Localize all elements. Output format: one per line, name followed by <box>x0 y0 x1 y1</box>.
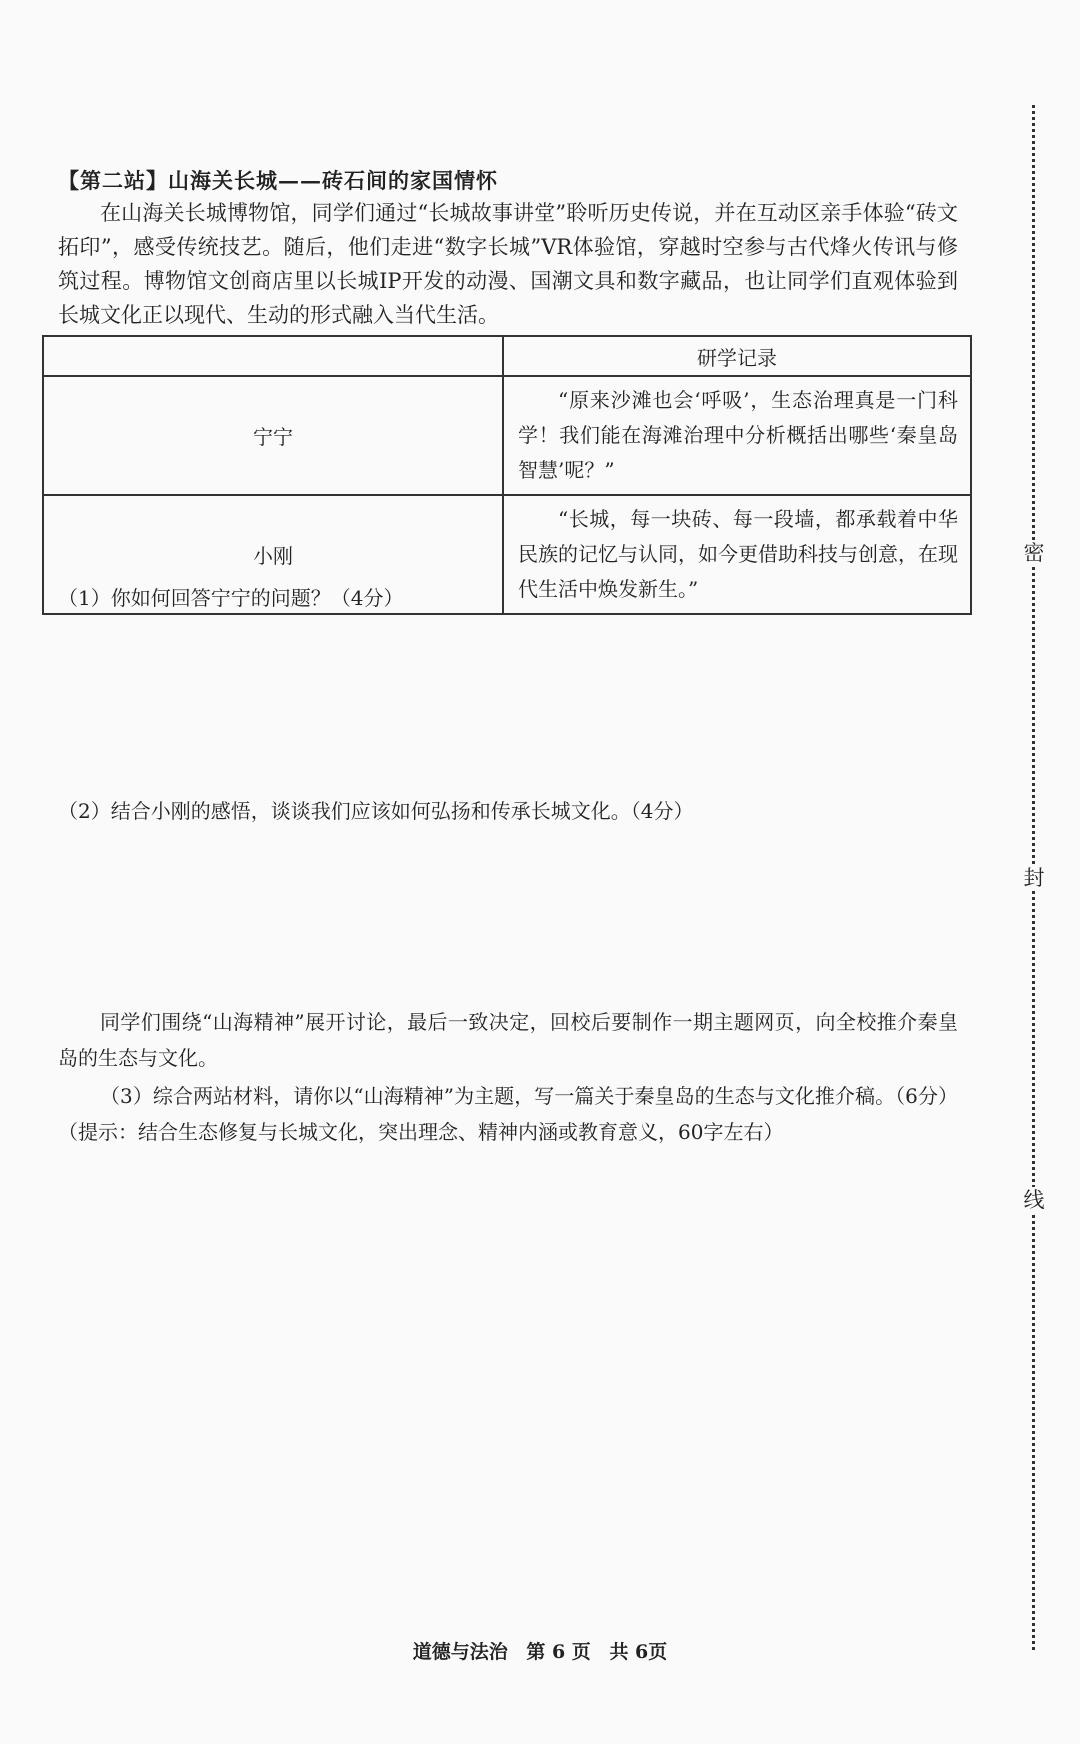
table-header-row <box>43 336 971 376</box>
student-name: 小刚 <box>43 495 503 614</box>
page-footer <box>0 1637 1080 1664</box>
student-record: “原来沙滩也会‘呼吸’，生态治理真是一门科学！我们能在海滩治理中分析概括出哪些‘秦皇岛智慧’呢？” <box>503 376 971 495</box>
question-3: （3）综合两站材料，请你以“山海精神”为主题，写一篇关于秦皇岛的生态与文化推介稿。（6分）（提示：结合生态修复与长城文化，突出理念、精神内涵或教育意义，60字左右） <box>58 1084 958 1144</box>
section-title: 【第二站】山海关长城——砖石间的家国情怀 <box>58 168 498 193</box>
footer-page-number: 第 6 页 <box>526 1641 591 1663</box>
question-1: （1）你如何回答宁宁的问题？（4分） <box>58 586 404 610</box>
student-record: “长城，每一块砖、每一段墙，都承载着中华民族的记忆与认同，如今更借助科技与创意，在现代生活中焕发新生。” <box>503 495 971 614</box>
section-intro: 在山海关长城博物馆，同学们通过“长城故事讲堂”聆听历史传说，并在互动区亲手体验“砖文拓印”，感受传统技艺。随后，他们走进“数字长城”VR体验馆，穿越时空参与古代烽火传讯与修筑过程。博物馆文创商店里以长城IP开发的动漫、国潮文具和数字藏品，也让同学们直观体验到长城文化正以现代、生动的形式融入当代生活。 <box>58 201 958 327</box>
footer-subject: 道德与法治 <box>412 1641 508 1663</box>
student-name: 宁宁 <box>43 376 503 495</box>
seal-mark-mi: 密 <box>1023 541 1045 565</box>
discussion-text: 同学们围绕“山海精神”展开讨论，最后一致决定，回校后要制作一期主题网页，向全校推介秦皇岛的生态与文化。 <box>58 1010 958 1070</box>
seal-mark-feng: 封 <box>1023 866 1045 890</box>
table-header-name <box>43 336 503 376</box>
question-2: （2）结合小刚的感悟，谈谈我们应该如何弘扬和传承长城文化。（4分） <box>58 799 694 823</box>
seal-mark-xian: 线 <box>1023 1188 1045 1212</box>
table-header-record: 研学记录 <box>503 336 971 376</box>
table-row <box>43 376 971 495</box>
study-record-table <box>42 335 972 615</box>
footer-total-pages: 共 6页 <box>609 1641 668 1663</box>
